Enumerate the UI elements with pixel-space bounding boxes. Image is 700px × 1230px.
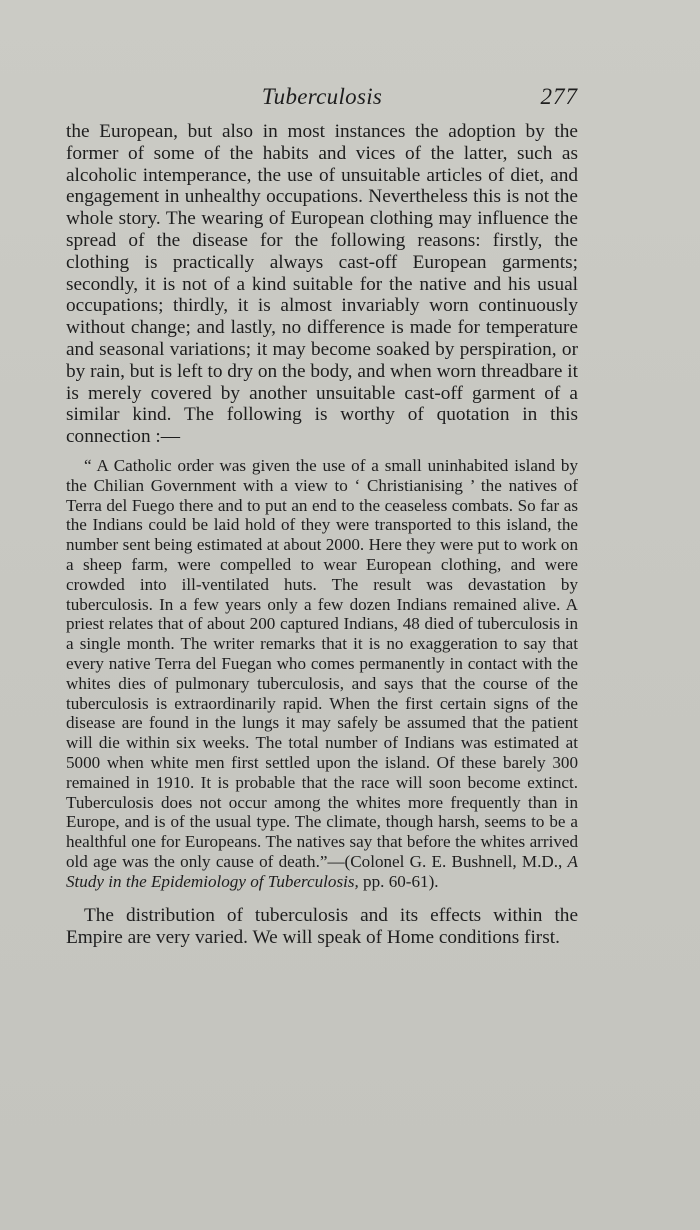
block-quote-terra-del-fuego [66, 456, 578, 892]
quote-citation-title: A Study in the Epidemiology of Tuberculosis, [66, 851, 578, 891]
paragraph-clothing: the European, but also in most instances the adoption by the former of some of the habits and vices of the latter, such as alcoholic intemperance, the use of unsuitable articles of diet, and engagement in unhealthy occupations. Nevertheless this is not the whole story. The wearing of European clothing may influence the spread of the disease for the following reasons: firstly, the clothing is practically always cast-off European garments; secondly, it is not of a kind suitable for the native and his usual occupations; thirdly, it is almost invariably worn continuously without change; and lastly, no difference is made for temperature and seasonal variations; it may become soaked by perspiration, or by rain, but is left to dry on the body, and when worn threadbare it is merely covered by another unsuitable cast-off garment of a similar kind. The following is worthy of quotation in this connection :— [66, 121, 578, 448]
book-page [66, 84, 578, 949]
running-title: Tuberculosis [261, 84, 383, 109]
paragraph-distribution: The distribution of tuberculosis and its effects within the Empire are very varied. We will speak of Home conditions first. [66, 905, 578, 949]
quote-text: “ A Catholic order was given the use of a small uninhabited island by the Chilian Government with a view to ‘ Christianising ’ the natives of Terra del Fuego there and to put an end to the ceaseless combats. So far as the Indians could be laid hold of they were transported to this island, the number sent being estimated at about 2000. Here they were put to work on a sheep farm, were compelled to wear European clothing, and were crowded into ill-ventilated huts. The result was devastation by tuberculosis. In a few years only a few dozen Indians remained alive. A priest relates that of about 200 captured Indians, 48 died of tuberculosis in a single month. The writer remarks that it is no exaggeration to say that every native Terra del Fuegan who comes permanently in contact with the whites dies of pulmonary tuberculosis, and says that the course of the tuberculosis is extraordinarily rapid. When the first certain signs of the disease are found in the lungs it may safely be assumed that the patient will die within six weeks. The total number of Indians was estimated at 5000 when white men first settled upon the island. Of these barely 300 remained in 1910. It is probable that the race will soon become extinct. Tuberculosis does not occur among the whites more frequently than in Europe, and is of the usual type. The climate, though harsh, seems to be a healthful one for Europeans. The natives say that before the whites arrived old age was the only cause of death.”—(Colonel G. E. Bushnell, M.D., [66, 455, 578, 871]
page-number: 277 [540, 84, 578, 109]
quote-citation-pages: pp. 60-61). [358, 871, 439, 891]
running-head [66, 84, 578, 118]
